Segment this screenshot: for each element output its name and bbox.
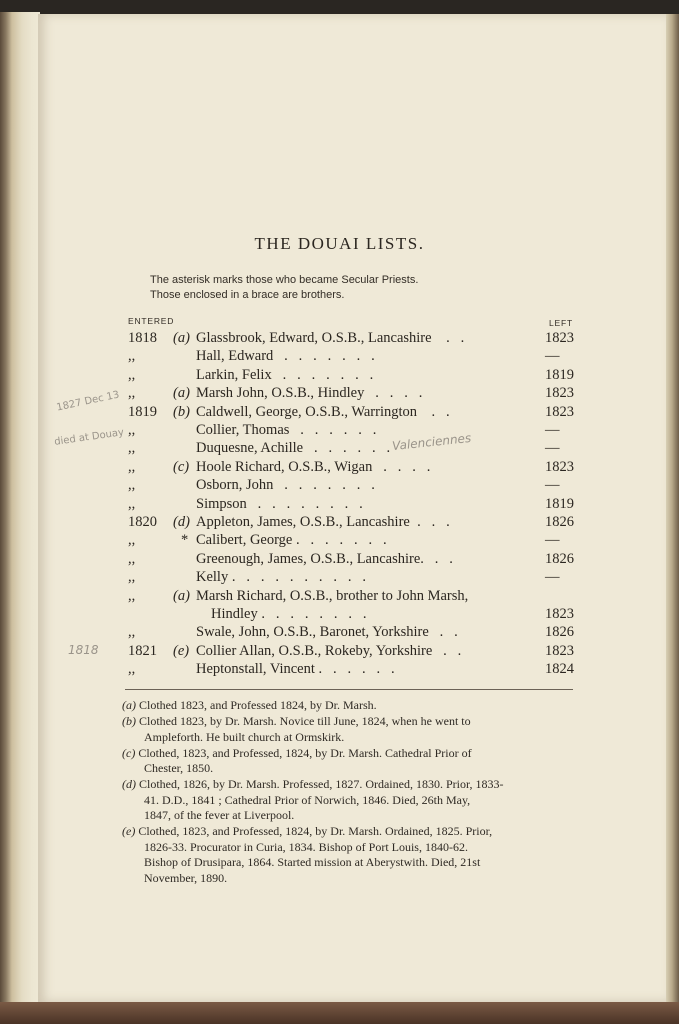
footnote-text: November, 1890. <box>144 870 228 885</box>
book-cover-edge <box>0 1002 679 1024</box>
entry-footnote-mark: (a) <box>173 330 190 346</box>
pencil-note: died at Douay <box>53 427 125 448</box>
entry-row <box>0 642 679 660</box>
footnote <box>122 824 576 886</box>
entry-year: 1819 <box>128 403 157 420</box>
entry-footnote-mark: (b) <box>173 403 190 420</box>
entry-name: Simpson . . . . . . . . <box>196 495 363 512</box>
page-title: THE DOUAI LISTS. <box>254 234 425 253</box>
entry-year: ,, <box>128 458 136 475</box>
entry-name: Glassbrook, Edward, O.S.B., Lancashire . . <box>196 330 465 346</box>
footnote <box>122 746 576 777</box>
entry-footnote-mark: (e) <box>173 642 190 659</box>
entry-row <box>0 329 679 347</box>
entry-name: Hoole Richard, O.S.B., Wigan . . . . <box>196 458 431 475</box>
entry-name: Marsh John, O.S.B., Hindley . . . . <box>196 385 423 402</box>
entry-row <box>0 513 679 531</box>
entry-left-year: 1823 <box>545 330 574 346</box>
entry-year: ,, <box>128 569 136 586</box>
footnote-line <box>122 730 576 746</box>
entry-row <box>0 495 679 513</box>
entry-year: 1818 <box>128 330 157 346</box>
entry-row <box>0 605 679 623</box>
footnote-line <box>122 714 576 730</box>
footnote-line <box>122 808 576 824</box>
entry-name: Calibert, George . . . . . . . <box>196 532 387 549</box>
footnote-line <box>122 840 576 856</box>
entry-left-year: 1819 <box>545 495 574 512</box>
entry-left-year: — <box>545 477 560 494</box>
entry-name: Duquesne, Achille . . . . . . <box>196 440 391 457</box>
entry-row <box>0 476 679 494</box>
entry-left-year: 1823 <box>545 642 574 659</box>
footnote-text: Clothed, 1826, by Dr. Marsh. Professed, 1827. Ordained, 1830. Prior, 1833- <box>139 777 504 791</box>
entry-left-year: — <box>545 532 560 549</box>
footnote-text: Chester, 1850. <box>144 761 214 775</box>
entry-left-year: — <box>545 422 560 438</box>
entry-year: ,, <box>128 661 136 678</box>
entry-left-year: 1826 <box>545 514 574 530</box>
entry-name: Greenough, James, O.S.B., Lancashire. . . <box>196 550 453 567</box>
entry-footnote-mark: (a) <box>173 385 190 402</box>
entry-year: ,, <box>128 587 136 604</box>
entry-left-year: — <box>545 569 560 586</box>
footnote-mark: (e) <box>122 824 136 838</box>
entry-row <box>0 623 679 641</box>
entry-name: Larkin, Felix . . . . . . . <box>196 366 374 383</box>
note-asterisk: The asterisk marks those who became Secular Priests. <box>150 274 419 286</box>
footnote-line <box>122 761 576 777</box>
entry-row <box>0 550 679 568</box>
entry-row <box>0 439 679 457</box>
footnote-text: 41. D.D., 1841 ; Cathedral Prior of Norwich, 1846. Died, 26th May, <box>144 792 471 807</box>
entry-year: ,, <box>128 624 136 641</box>
footnote-mark: (d) <box>122 777 136 791</box>
footnote-text: Clothed 1823, and Professed 1824, by Dr. Marsh. <box>139 698 377 712</box>
entry-left-year: — <box>545 440 560 457</box>
footnote-text: Clothed, 1823, and Professed, 1824, by Dr. Marsh. Ordained, 1825. Prior, <box>138 824 493 838</box>
entry-year: ,, <box>128 477 136 494</box>
entry-year: 1821 <box>128 642 157 659</box>
entry-name: Hall, Edward . . . . . . . <box>196 348 375 365</box>
entry-row <box>0 458 679 476</box>
entry-row <box>0 587 679 605</box>
footnote-line <box>122 855 576 871</box>
entry-left-year: — <box>545 348 560 365</box>
footnote-line <box>122 777 576 793</box>
footnote-text: Ampleforth. He built church at Ormskirk. <box>144 729 345 744</box>
pencil-note: 1818 <box>68 643 99 657</box>
entry-name: Hindley . . . . . . . . <box>211 606 367 622</box>
footnote-line <box>122 698 576 714</box>
footnote-text: 1826-33. Procurator in Curia, 1834. Bishop of Port Louis, 1840-62. <box>144 839 468 854</box>
footnote-line <box>122 871 576 887</box>
entry-left-year: 1823 <box>545 385 574 402</box>
entry-left-year: 1826 <box>545 550 574 567</box>
entry-year: ,, <box>128 348 136 365</box>
footnote-line <box>122 793 576 809</box>
entry-year: ,, <box>128 385 136 402</box>
entry-name: Heptonstall, Vincent . . . . . . <box>196 661 395 678</box>
pencil-note: 1827 Dec 13 <box>55 389 121 414</box>
footnote-divider <box>125 689 573 690</box>
footnote-text: 1847, of the fever at Liverpool. <box>144 808 295 822</box>
entry-name: Appleton, James, O.S.B., Lancashire . . . <box>196 514 450 530</box>
entry-row <box>0 660 679 678</box>
footnote-text: Clothed 1823, by Dr. Marsh. Novice till June, 1824, when he went to <box>139 714 471 728</box>
footnote-line <box>122 824 576 840</box>
footnote <box>122 698 576 714</box>
footnote-mark: (b) <box>122 714 136 728</box>
entry-name: Collier Allan, O.S.B., Rokeby, Yorkshire . . <box>196 642 462 659</box>
footnote-text: Bishop of Drusipara, 1864. Started mission at Aberystwith. Died, 21st <box>144 855 481 869</box>
entry-name: Caldwell, George, O.S.B., Warrington . . <box>196 403 450 420</box>
footnote-mark: (a) <box>122 698 136 712</box>
entry-name: Collier, Thomas . . . . . . <box>196 422 377 438</box>
footnote-line <box>122 746 576 762</box>
entry-left-year: 1824 <box>545 661 574 678</box>
entry-name: Swale, John, O.S.B., Baronet, Yorkshire . . <box>196 624 458 641</box>
pencil-note: Valenciennes <box>391 430 472 454</box>
footnote <box>122 777 576 824</box>
entry-year: ,, <box>128 366 136 383</box>
entry-left-year: 1823 <box>545 458 574 475</box>
column-header-entered: ENTERED <box>128 316 175 326</box>
entry-row <box>0 366 679 384</box>
entry-left-year: 1826 <box>545 624 574 641</box>
entry-row <box>0 531 679 549</box>
entry-row <box>0 347 679 365</box>
entry-asterisk: * <box>181 532 189 549</box>
entry-year: 1820 <box>128 514 157 530</box>
entry-footnote-mark: (a) <box>173 587 190 604</box>
entry-name: Marsh Richard, O.S.B., brother to John Marsh, <box>196 587 469 604</box>
entry-name: Kelly . . . . . . . . . . <box>196 569 366 586</box>
entry-year: ,, <box>128 422 136 438</box>
entry-year: ,, <box>128 440 136 457</box>
footnote-mark: (c) <box>122 745 136 760</box>
entry-left-year: 1823 <box>545 403 574 420</box>
entry-name: Osborn, John . . . . . . . <box>196 477 375 494</box>
entry-left-year: 1823 <box>545 606 574 622</box>
entry-footnote-mark: (d) <box>173 514 190 530</box>
entry-row <box>0 403 679 421</box>
entry-year: ,, <box>128 495 136 512</box>
note-brace: Those enclosed in a brace are brothers. <box>150 289 345 301</box>
footnote-text: Clothed, 1823, and Professed, 1824, by Dr. Marsh. Cathedral Prior of <box>138 745 472 760</box>
entry-row <box>0 568 679 586</box>
footnote <box>122 714 576 745</box>
entry-year: ,, <box>128 532 136 549</box>
entry-year: ,, <box>128 550 136 567</box>
entry-left-year: 1819 <box>545 366 574 383</box>
entry-footnote-mark: (c) <box>173 458 190 475</box>
column-header-left: LEFT <box>549 318 573 328</box>
